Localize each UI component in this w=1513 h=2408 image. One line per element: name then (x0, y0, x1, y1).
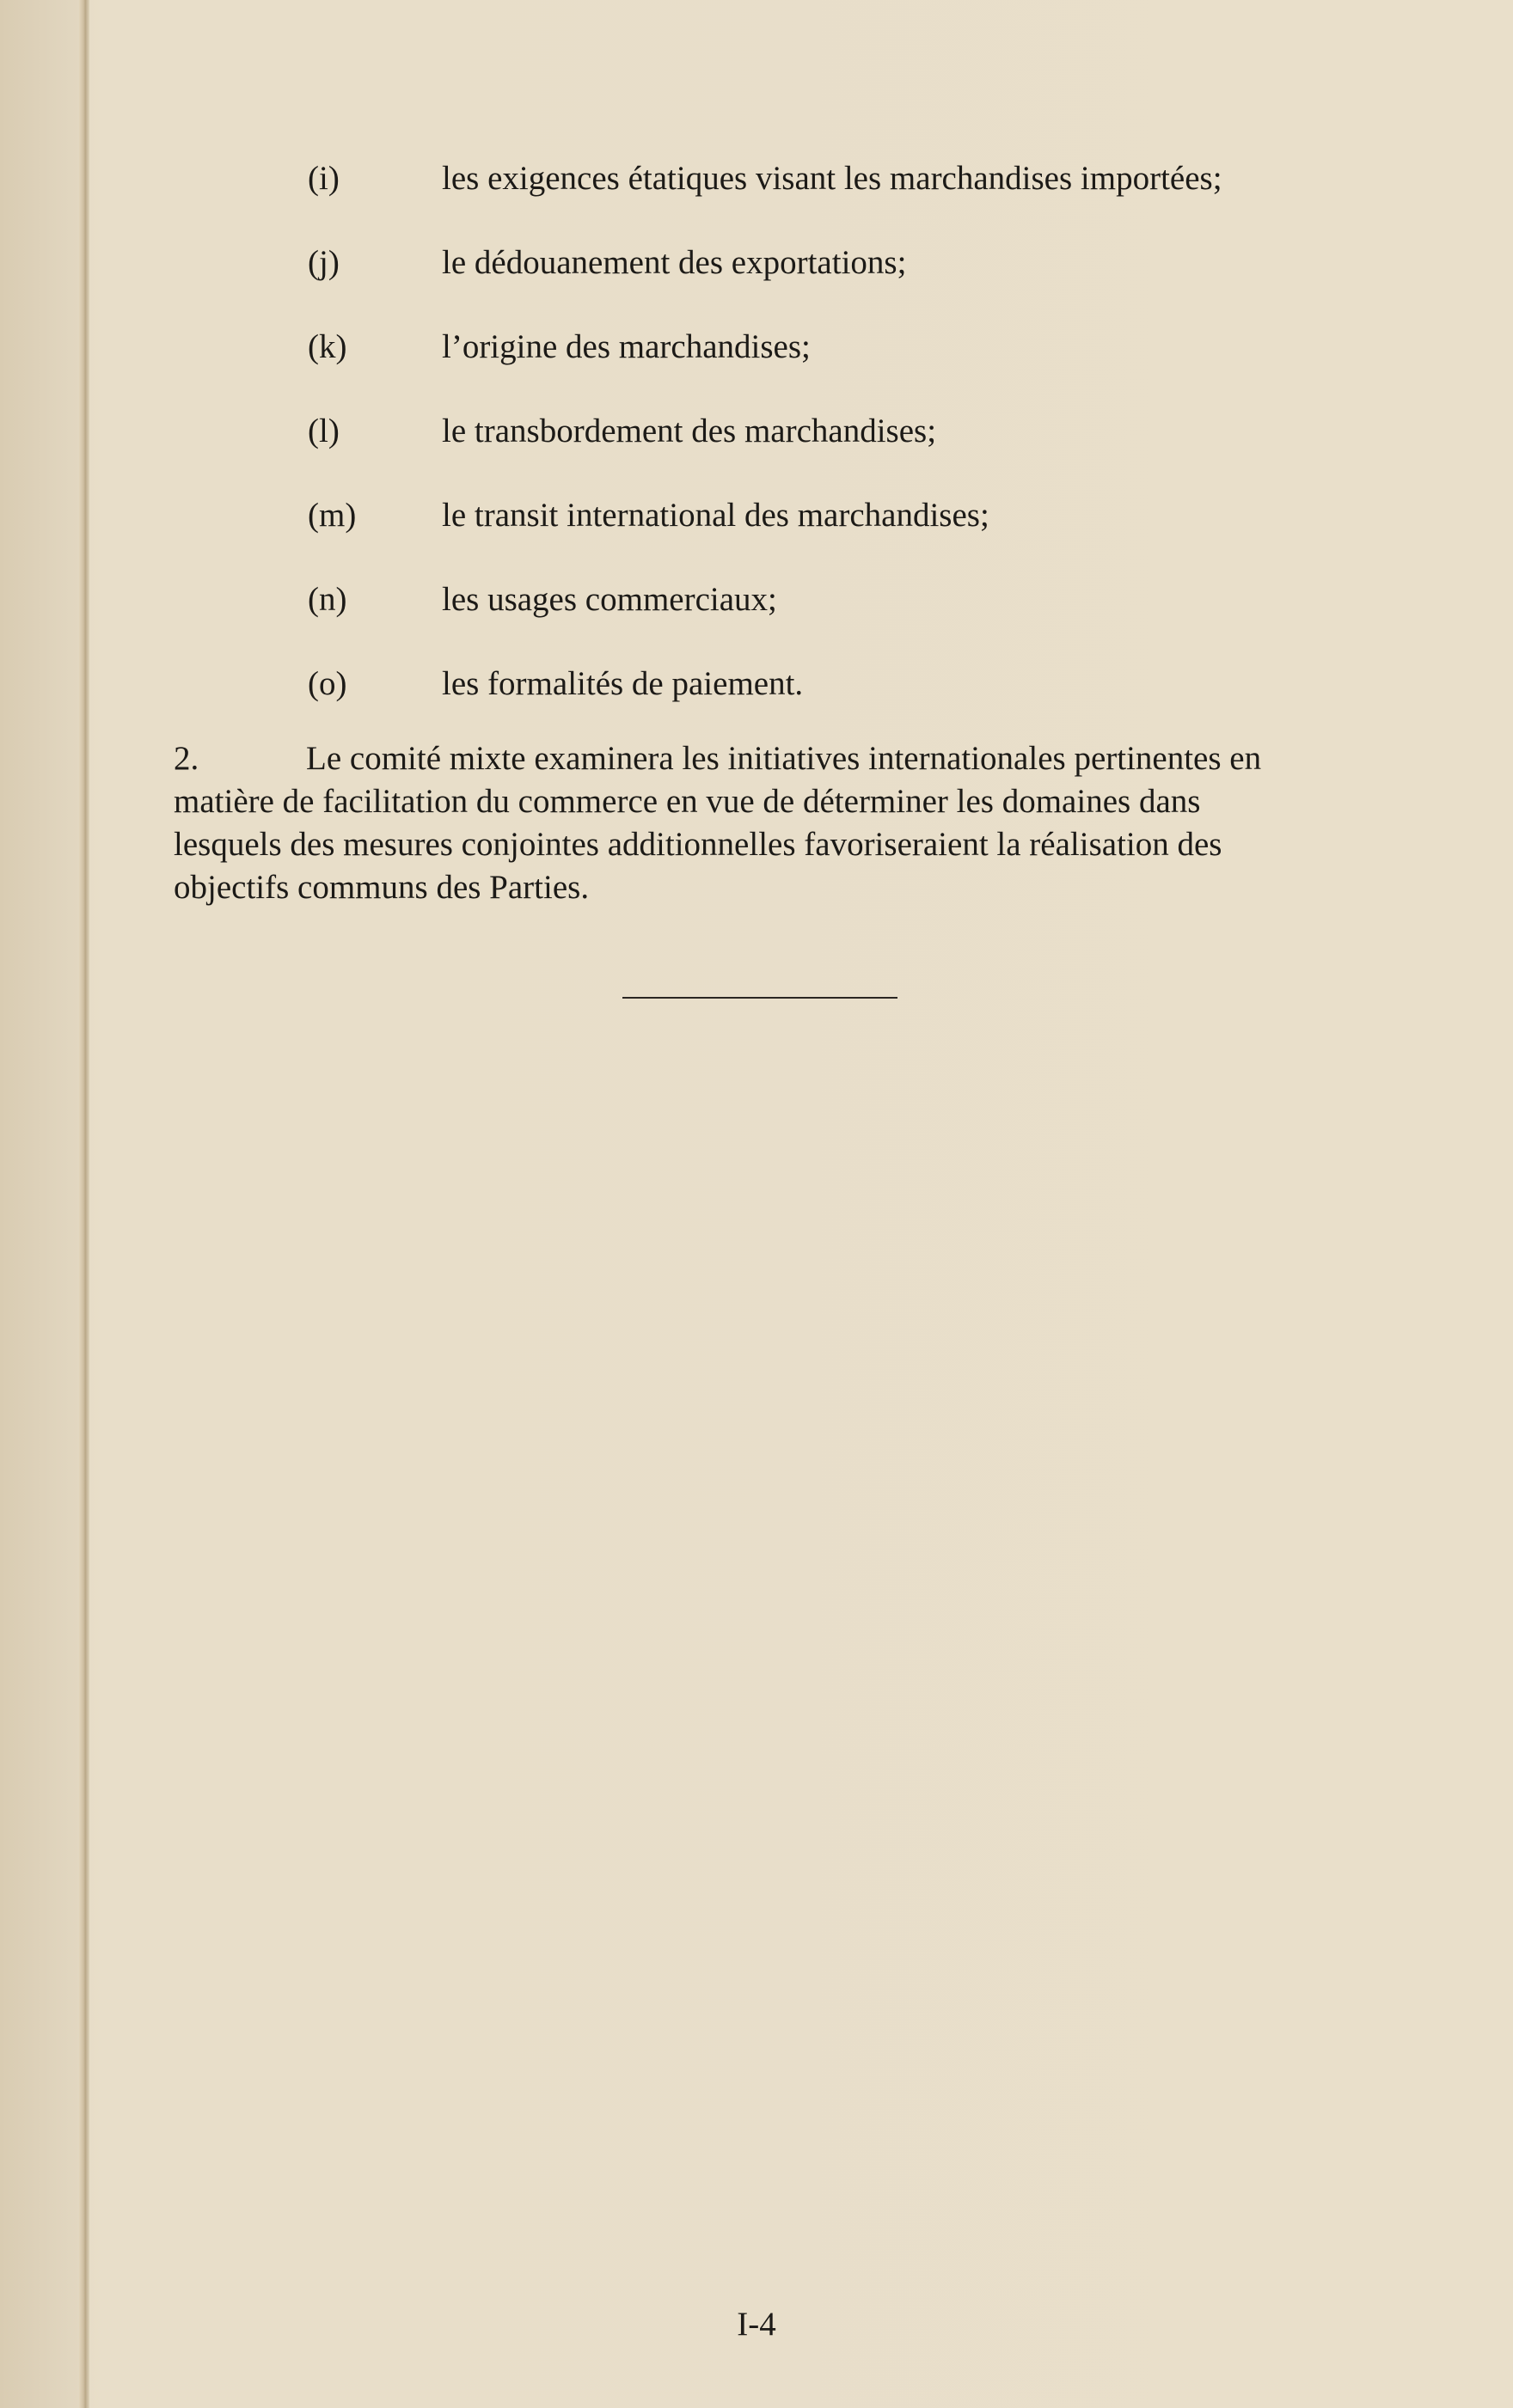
list-marker: (l) (308, 413, 340, 449)
section-end-rule (622, 997, 897, 999)
list-item-i (0, 153, 1513, 205)
list-marker: (k) (308, 328, 347, 365)
list-item-n (0, 574, 1513, 626)
paragraph-line-text: Le comité mixte examinera les initiatives internationales pertinentes en (306, 740, 1262, 777)
list-item-text: le transit international des marchandises; (442, 497, 989, 534)
list-item-text: le dédouanement des exportations; (442, 244, 907, 281)
list-marker: (i) (308, 160, 340, 197)
list-marker: (o) (308, 665, 347, 702)
list-item-l (0, 406, 1513, 457)
list-item-text: les exigences étatiques visant les marchandises importées; (442, 160, 1222, 197)
list-item-text: les formalités de paiement. (442, 665, 804, 702)
page-number: I-4 (737, 2306, 776, 2343)
paragraph-number: 2. (174, 740, 199, 777)
paragraph-line: objectifs communs des Parties. (174, 869, 590, 906)
list-item-text: les usages commerciaux; (442, 581, 777, 618)
list-item-o (0, 658, 1513, 710)
list-item-text: l’origine des marchandises; (442, 328, 811, 365)
paragraph-line: lesquels des mesures conjointes additionnelles favoriseraient la réalisation des (174, 826, 1222, 863)
paragraph-line (174, 737, 1343, 780)
list-item-j (0, 237, 1513, 289)
paragraph-2 (174, 737, 1343, 909)
list-item-m (0, 490, 1513, 541)
paragraph-line: matière de facilitation du commerce en vue de déterminer les domaines dans (174, 783, 1201, 820)
list-marker: (n) (308, 581, 347, 618)
list-item-text: le transbordement des marchandises; (442, 413, 937, 449)
list-item-k (0, 321, 1513, 373)
list-marker: (j) (308, 244, 340, 281)
list-marker: (m) (308, 497, 357, 534)
